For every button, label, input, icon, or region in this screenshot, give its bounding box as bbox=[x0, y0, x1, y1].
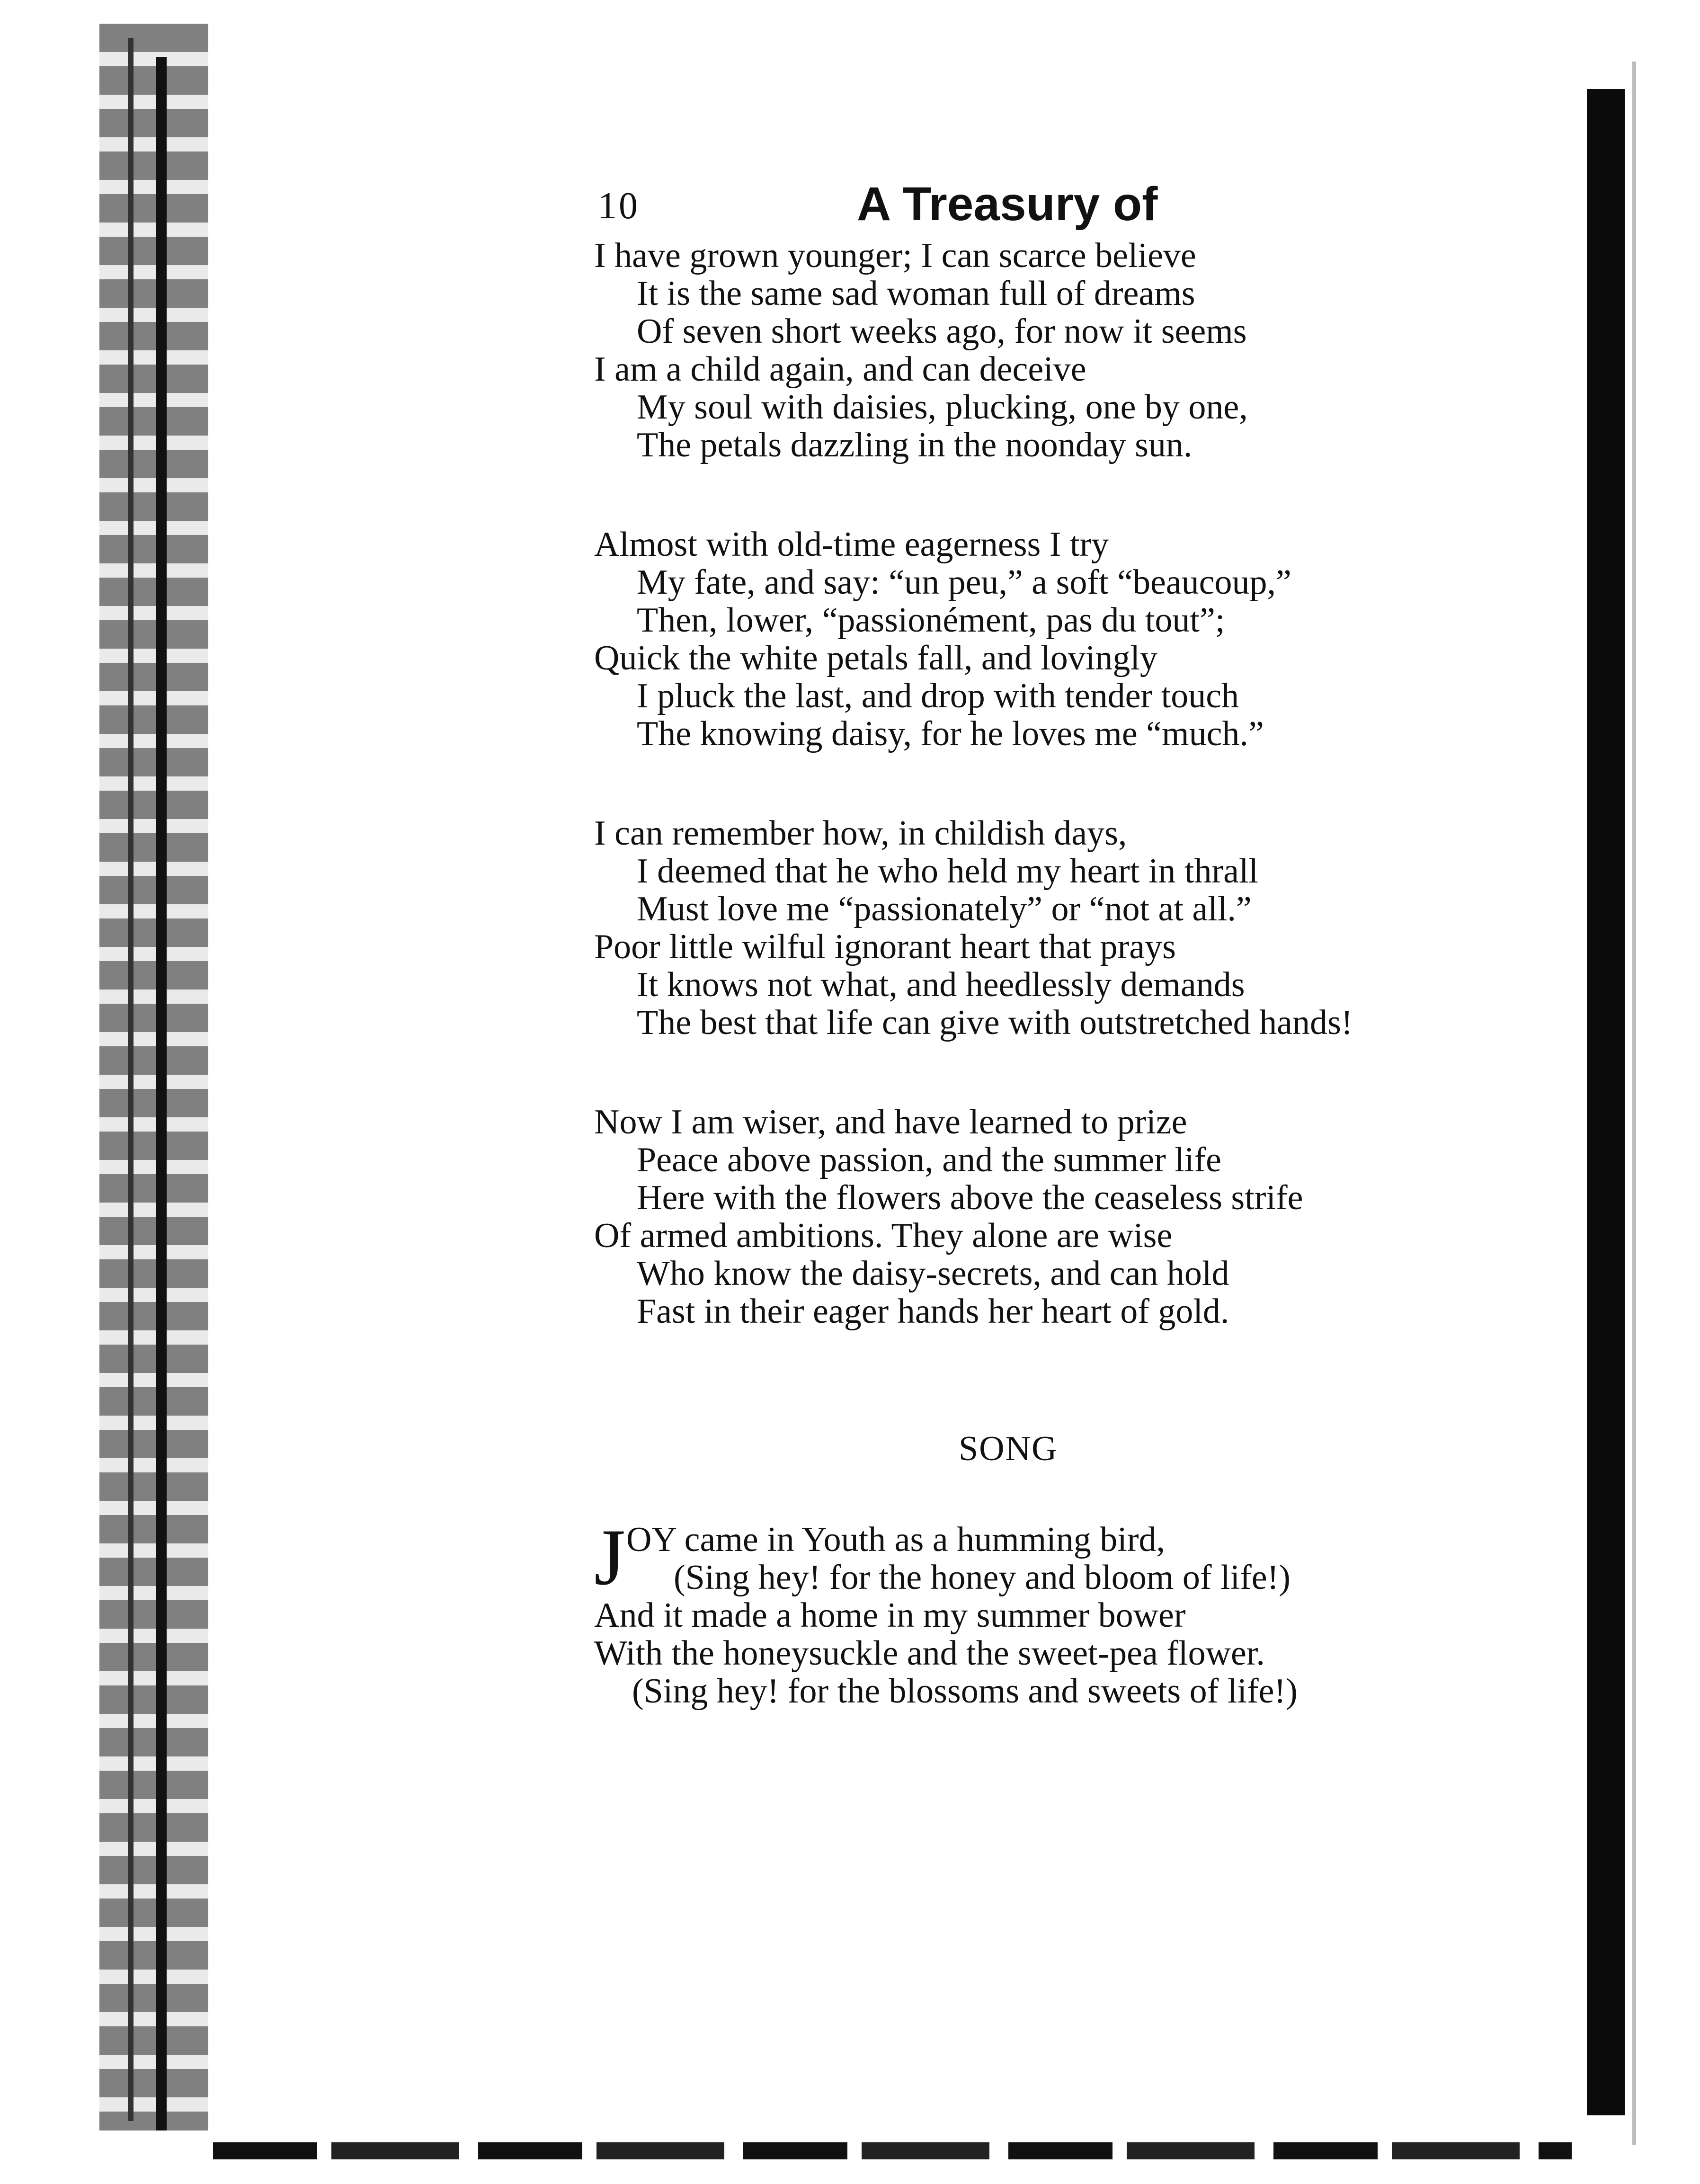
page-header bbox=[594, 180, 1494, 237]
song-line: (Sing hey! for the blossoms and sweets of life!) bbox=[632, 1672, 1298, 1711]
poem-line: It is the same sad woman full of dreams bbox=[637, 274, 1195, 313]
scan-edge-right-thin bbox=[1632, 62, 1636, 2145]
poem-line: Of seven short weeks ago, for now it seems bbox=[637, 312, 1247, 351]
poem-line: Then, lower, “passionément, pas du tout”; bbox=[637, 601, 1225, 640]
poem-line: Now I am wiser, and have learned to prize bbox=[594, 1103, 1187, 1141]
poem-body bbox=[594, 237, 1494, 1330]
page-number: 10 bbox=[598, 185, 640, 227]
poem-line: Poor little wilful ignorant heart that prays bbox=[594, 927, 1176, 966]
poem-line: It knows not what, and heedlessly demands bbox=[637, 965, 1245, 1004]
stanza bbox=[594, 237, 1494, 464]
song-line: OY came in Youth as a humming bird, bbox=[626, 1520, 1166, 1559]
poem-line: Must love me “passionately” or “not at all.” bbox=[637, 890, 1252, 928]
poem-line: My fate, and say: “un peu,” a soft “beaucoup,” bbox=[637, 563, 1291, 602]
poem-line: Of armed ambitions. They alone are wise bbox=[594, 1216, 1173, 1255]
scan-edge-bottom-strip bbox=[213, 2142, 1572, 2159]
running-title: A Treasury of bbox=[857, 178, 1158, 231]
binding-edge-line bbox=[128, 38, 134, 2121]
poem-line: The best that life can give with outstretched hands! bbox=[637, 1003, 1353, 1042]
poem-line: My soul with daisies, plucking, one by one, bbox=[637, 388, 1248, 427]
stanza bbox=[594, 814, 1494, 1042]
poem-line: The petals dazzling in the noonday sun. bbox=[637, 426, 1193, 464]
binding-edge-line-dark bbox=[156, 57, 167, 2131]
poem-line: Peace above passion, and the summer life bbox=[637, 1141, 1221, 1179]
poem-line: Quick the white petals fall, and lovingly bbox=[594, 639, 1157, 677]
song-title: SONG bbox=[959, 1429, 1058, 1468]
song-line: With the honeysuckle and the sweet-pea flower. bbox=[594, 1634, 1265, 1673]
song-body bbox=[594, 1513, 1494, 1711]
song-lines bbox=[594, 1596, 1494, 1710]
binding-shadow-left bbox=[99, 24, 208, 2131]
poem-line: I can remember how, in childish days, bbox=[594, 814, 1127, 853]
poem-line: Here with the flowers above the ceaseless strife bbox=[637, 1178, 1303, 1217]
poem-line: Fast in their eager hands her heart of gold. bbox=[637, 1292, 1229, 1331]
drop-cap: J bbox=[594, 1513, 626, 1602]
poem-line: I pluck the last, and drop with tender touch bbox=[637, 677, 1239, 715]
poem-line: I am a child again, and can deceive bbox=[594, 350, 1086, 389]
book-page bbox=[594, 180, 1494, 1710]
stanza bbox=[594, 526, 1494, 753]
poem-line: Who know the daisy-secrets, and can hold bbox=[637, 1254, 1229, 1293]
song-line: And it made a home in my summer bower bbox=[594, 1596, 1186, 1635]
song-line: (Sing hey! for the honey and bloom of life!) bbox=[674, 1558, 1291, 1597]
stanza bbox=[594, 1103, 1494, 1330]
poem-line: I deemed that he who held my heart in thrall bbox=[637, 852, 1259, 891]
scan-edge-right-strip bbox=[1587, 89, 1625, 2115]
poem-line: I have grown younger; I can scarce believe bbox=[594, 236, 1196, 275]
poem-line: The knowing daisy, for he loves me “much.” bbox=[637, 714, 1264, 753]
poem-line: Almost with old-time eagerness I try bbox=[594, 525, 1109, 564]
